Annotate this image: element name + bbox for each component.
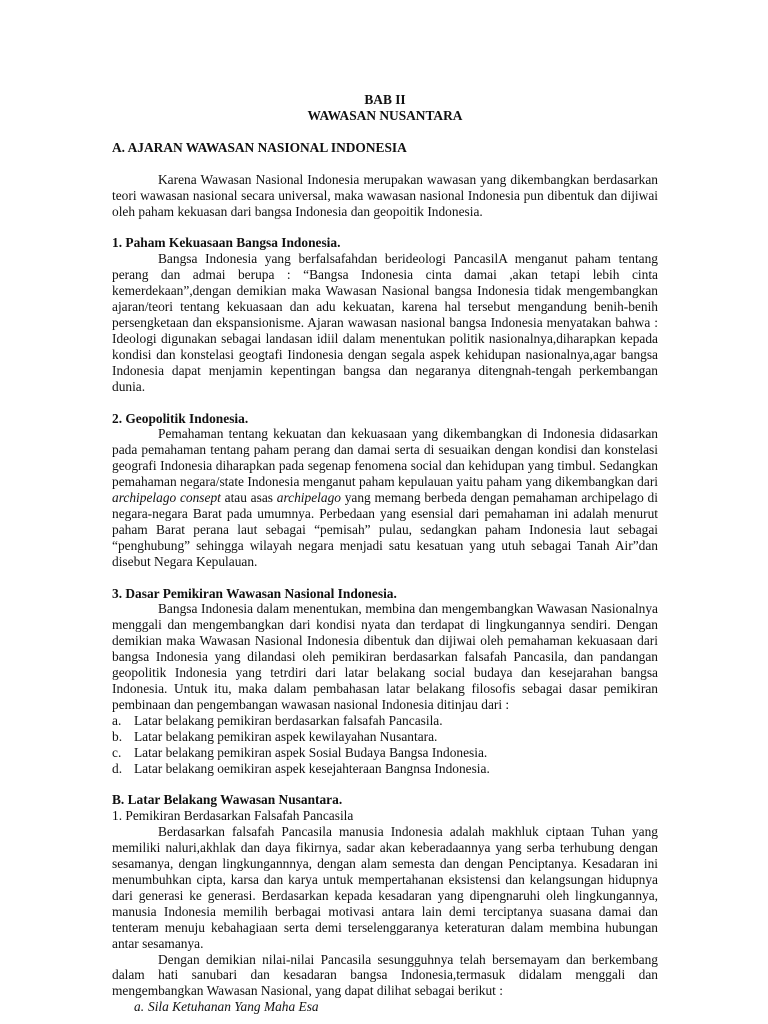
list-marker: a. [134,999,145,1015]
list-text: Latar belakang pemikiran aspek Sosial Budaya Bangsa Indonesia. [134,744,488,760]
sub2-italic-2: archipelago [276,490,341,506]
sub2-text-2: atau asas [224,490,273,506]
section-b-para-1: Berdasarkan falsafah Pancasila manusia Indonesia adalah makhluk ciptaan Tuhan yang memiliki naluri,akhlak dan daya fikirnya, sadar akan keberadaannya yang serba terhubung dengan sesamanya, dengan lingkungannnya, dengan alam semesta dan dengan Penciptanya. Kesadaran ini menumbuhkan cipta, karsa dan karya untuk mempertahanan eksistensi dan kelangsungan hidupnya dari generasi ke generasi. Berdasarkan kepada kesadaran yang dipengnaruhi oleh lingkungannya, manusia Indonesia memilih berbagai motivasi antara lain demi terciptanya suasana damai dan tenteram menuju kebahagiaan serta demi terselenggaranya keteraturan dalam membina hubungan antar sesamanya. [112,824,658,951]
sub2-italic-1: archipelago consept [112,490,221,506]
sub2-text-1: Pemahaman tentang kekuatan dan kekuasaan yang dikembangkan di Indonesia didasarkan pada pemahaman tentang paham perang dan damai serta di sesuaikan dengan kondisi dan konstelasi geografi Indonesia diharapkan pada segenap fenomena social dan kehidupan yang timbul. Sedangkan pemahaman negara/state Indonesia menganut paham kepulauan yaitu paham yang dikembangkan dari [112,426,658,490]
spacer [112,156,658,172]
sub3-list [112,713,658,777]
list-text: Latar belakang pemikiran aspek kewilayahan Nusantara. [134,728,438,744]
chapter-label: BAB II [364,92,406,107]
list-item [112,761,658,777]
list-marker: b. [112,728,123,744]
section-a-heading: A. AJARAN WAWASAN NASIONAL INDONESIA [112,139,407,155]
list-item [134,999,658,1015]
document-page [112,92,658,1015]
section-b-heading: B. Latar Belakang Wawasan Nusantara. [112,792,343,808]
section-a-intro: Karena Wawasan Nasional Indonesia merupakan wawasan yang dikembangkan berdasarkan teori wawasan nasional secara universal, maka wawasan nasional Indonesia pun dibentuk dan dijiwai oleh paham kekuasan dari bangsa Indonesia dan geopoitik Indonesia. [112,171,658,219]
sub2-body [112,426,658,569]
spacer [112,395,658,411]
list-item [112,745,658,761]
spacer [112,219,658,235]
spacer [112,776,658,792]
chapter-title: WAWASAN NUSANTARA [307,107,463,123]
list-marker: c. [112,744,122,760]
list-text: Sila Ketuhanan Yang Maha Esa [148,999,319,1015]
sub2-heading: 2. Geopolitik Indonesia. [112,410,249,426]
list-item [112,713,658,729]
sub1-heading: 1. Paham Kekuasaan Bangsa Indonesia. [112,235,341,251]
list-text: Latar belakang pemikiran berdasarkan falsafah Pancasila. [134,712,443,728]
sub2-text-3: yang memang berbeda dengan pemahaman archipelago di negara-negara Barat pada umumnya. Perbedaan yang esensial dari pemahaman ini adalah menurut paham Barat perana laut sebagai “pemisah” pulau, sedangkan paham Indonesia laut sebagai “penghubung” sehingga wilayah negara menjadi satu kesatuan yang utuh sebagai Tanah Air”dan disebut Negara Kepulauan. [112,490,658,569]
spacer [112,570,658,586]
section-b-subheading: 1. Pemikiran Berdasarkan Falsafah Pancasila [112,808,354,824]
sub3-heading: 3. Dasar Pemikiran Wawasan Nasional Indonesia. [112,585,397,601]
sub1-body: Bangsa Indonesia yang berfalsafahdan berideologi PancasilA menganut paham tentang perang dan admai berupa : “Bangsa Indonesia cinta damai ,akan tetapi lebih cinta kemerdekaan”,dengan demikian maka Wawasan Nasional bangsa Indonesia tidak mengembangkan ajaran/teori tentang kekuasaan dan adu kekuatan, karena hal tersebut mengandung benih-benih persengketaan dan ekspansionisme. Ajaran wawasan nasional bangsa Indonesia menyatakan bahwa : Ideologi digunakan sebagai landasan idiil dalam menentukan politik nasionalnya,diharapkan kepada kondisi dan konstelasi geogtafi Iindonesia dengan segala aspek kehidupan nasionalnya,agar bangsa Indonesia dapat menjamin kepentingan bangsa dan negaranya ditengnah-tengah perkembangan dunia. [112,251,658,394]
sub3-body: Bangsa Indonesia dalam menentukan, membina dan mengembangkan Wawasan Nasionalnya menggali dan mengembangkan dari kondisi nyata dan terdapat di lingkungannya sendiri. Dengan demikian maka Wawasan Nasional Indonesia dibentuk dan dijiwai oleh pemahaman kekuasaan dari bangsa Indonesia yang dilandasi oleh pemikiran berdasarkan falsafah Pancasila, dan pandangan geopolitik Indonesia yang tetrdiri dari latar belakang social budaya dan kesejarahan bangsa Indonesia. Untuk itu, maka dalam pembahasan latar belakang filosofis sebagai dasar pemikiran pembinaan dan pengembangan wawasan nasional Indonesia ditinjau dari : [112,601,658,712]
list-text: Latar belakang oemikiran aspek kesejahteraan Bangnsa Indonesia. [134,760,490,776]
list-item [112,729,658,745]
section-b-list [112,999,658,1015]
spacer [112,124,658,140]
list-marker: a. [112,712,122,728]
section-b-para-2: Dengan demikian nilai-nilai Pancasila sesungguhnya telah bersemayam dan berkembang dalam hati sanubari dan kesadaran bangsa Indonesia,termasuk didalam menggali dan mengembangkan Wawasan Nasional, yang dapat dilihat sebagai berikut : [112,951,658,999]
list-marker: d. [112,760,123,776]
